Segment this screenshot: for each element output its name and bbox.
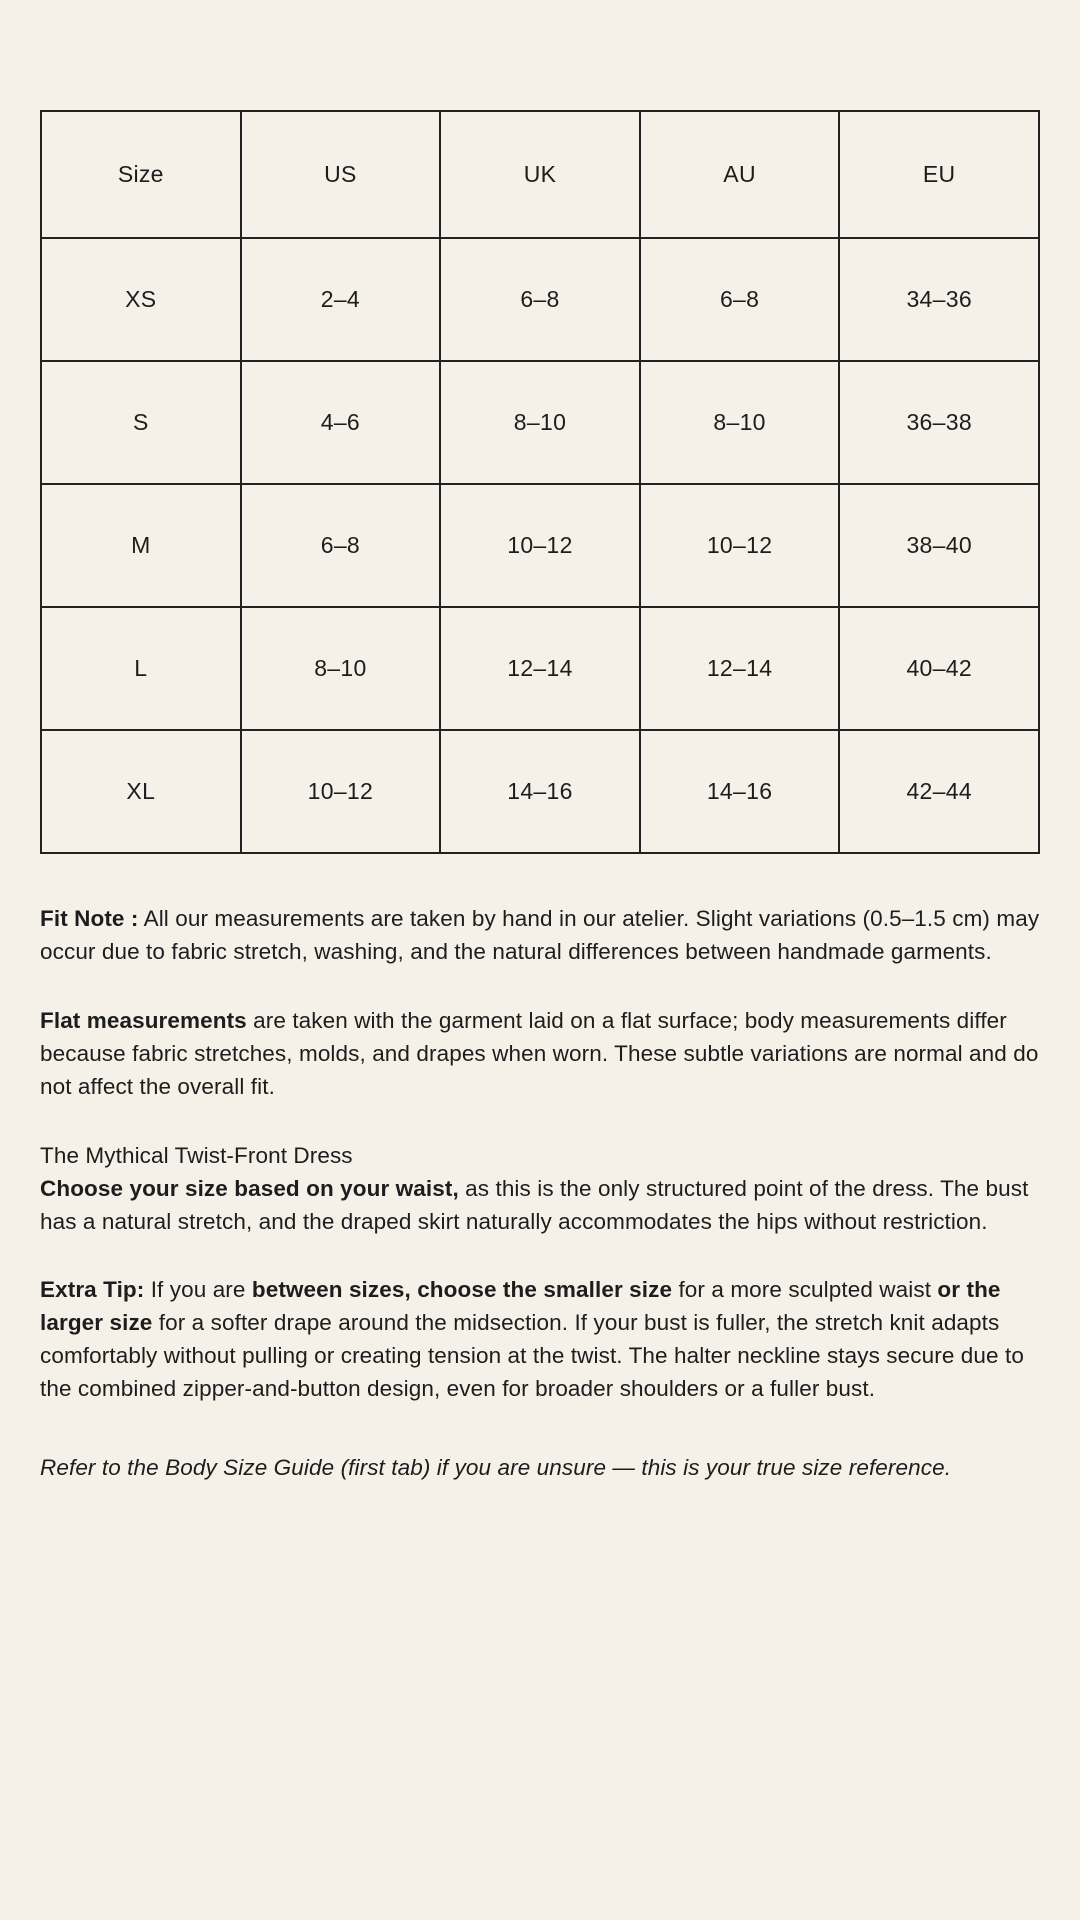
size-label-cell: XL	[41, 730, 241, 853]
table-cell: 6–8	[440, 238, 640, 361]
extra-tip-paragraph	[40, 1273, 1040, 1405]
table-cell: 2–4	[241, 238, 441, 361]
fit-note-label: Fit Note :	[40, 906, 139, 931]
extra-tip-text-2: for a more sculpted waist	[672, 1277, 938, 1302]
column-header-eu: EU	[839, 111, 1039, 238]
fit-note-paragraph	[40, 902, 1040, 968]
table-cell: 8–10	[440, 361, 640, 484]
extra-tip-text-1: If you are	[144, 1277, 252, 1302]
table-cell: 12–14	[440, 607, 640, 730]
table-cell: 10–12	[440, 484, 640, 607]
table-cell: 34–36	[839, 238, 1039, 361]
table-cell: 12–14	[640, 607, 840, 730]
flat-measurements-text: are taken with the garment laid on a flat surface; body measurements differ because fabric stretches, molds, and drapes when worn. These subtle variations are normal and do not affect the overall fit.	[40, 1008, 1039, 1099]
table-header-row	[41, 111, 1039, 238]
flat-measurements-label: Flat measurements	[40, 1008, 247, 1033]
extra-tip-label: Extra Tip:	[40, 1277, 145, 1302]
body-size-guide-reference: Refer to the Body Size Guide (first tab) if you are unsure — this is your true size reference.	[40, 1455, 952, 1480]
table-row-l	[41, 607, 1039, 730]
fit-note-text: All our measurements are taken by hand in our atelier. Slight variations (0.5–1.5 cm) may occur due to fabric stretch, washing, and the natural differences between handmade garments.	[40, 906, 1040, 964]
table-row-m	[41, 484, 1039, 607]
column-header-size: Size	[41, 111, 241, 238]
size-conversion-table	[40, 110, 1040, 854]
size-label-cell: M	[41, 484, 241, 607]
table-cell: 4–6	[241, 361, 441, 484]
extra-tip-bold-2: between sizes, choose the smaller size	[251, 1277, 673, 1302]
table-cell: 6–8	[241, 484, 441, 607]
size-label-cell: XS	[41, 238, 241, 361]
table-cell: 42–44	[839, 730, 1039, 853]
table-cell: 10–12	[640, 484, 840, 607]
fit-notes-section	[40, 902, 1040, 1484]
table-row-xl	[41, 730, 1039, 853]
column-header-uk: UK	[440, 111, 640, 238]
table-cell: 36–38	[839, 361, 1039, 484]
table-cell: 8–10	[640, 361, 840, 484]
dress-sizing-paragraph	[40, 1139, 1040, 1238]
table-cell: 40–42	[839, 607, 1039, 730]
extra-tip-text-3: for a softer drape around the midsection. If your bust is fuller, the stretch knit adapts comfortably without pulling or creating tension at the twist. The halter neckline stays secure due to the combined zipper-and-button design, even for broader shoulders or a fuller bust.	[40, 1310, 1024, 1401]
table-cell: 10–12	[241, 730, 441, 853]
column-header-au: AU	[640, 111, 840, 238]
dress-sizing-text: as this is the only structured point of the dress. The bust has a natural stretch, and the draped skirt naturally accommodates the hips without restriction.	[40, 1176, 1029, 1234]
table-cell: 14–16	[440, 730, 640, 853]
dress-sizing-bold: Choose your size based on your waist,	[40, 1176, 459, 1201]
table-cell: 14–16	[640, 730, 840, 853]
size-label-cell: S	[41, 361, 241, 484]
table-cell: 8–10	[241, 607, 441, 730]
size-label-cell: L	[41, 607, 241, 730]
table-row-s	[41, 361, 1039, 484]
table-row-xs	[41, 238, 1039, 361]
table-cell: 38–40	[839, 484, 1039, 607]
dress-name: The Mythical Twist-Front Dress	[40, 1143, 353, 1168]
extra-tip-bold-3: or the larger size	[40, 1277, 1001, 1335]
column-header-us: US	[241, 111, 441, 238]
flat-measurements-paragraph	[40, 1004, 1040, 1103]
table-cell: 6–8	[640, 238, 840, 361]
